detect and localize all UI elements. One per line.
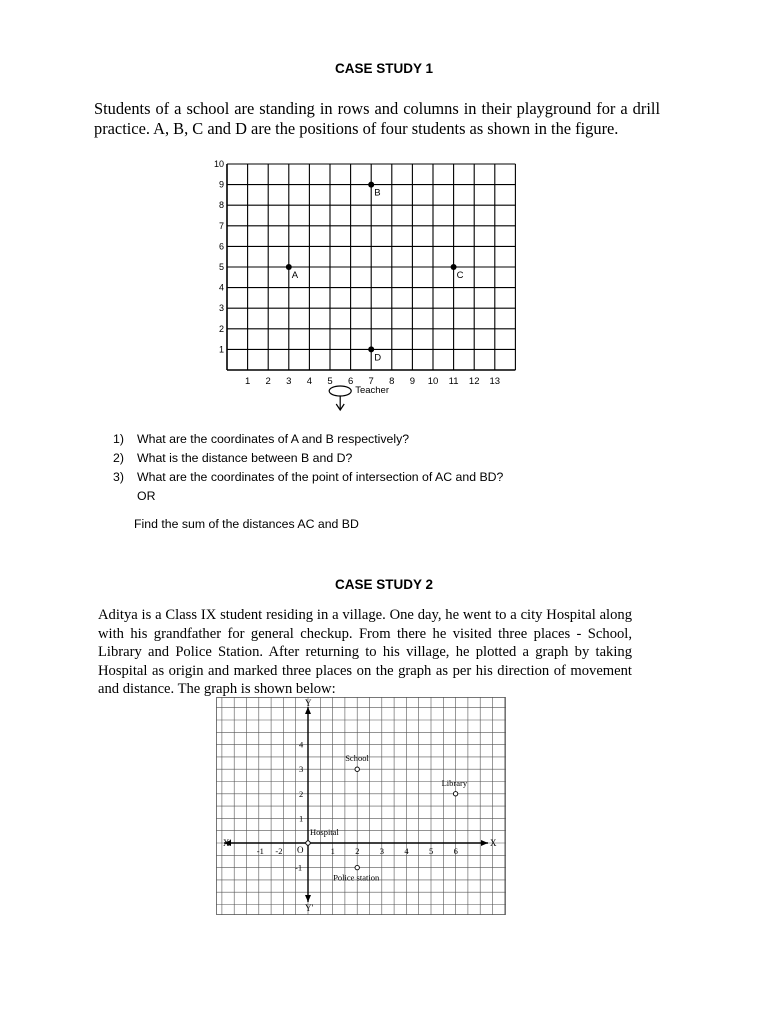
case-study-2-intro: Aditya is a Class IX student residing in a village. One day, he went to a city Hospital along with his grandfather for general checkup. From there he visited three places - School, Library and Police Station. After returning to his village, he plotted a graph by taking Hospital as origin and marked three places on the graph as per his direction of movement and distance. The graph is shown below: [98,607,632,698]
point-label-b: B [374,187,381,199]
y-tick-label: 5 [218,262,224,272]
origin-label: O [297,845,304,855]
student-positions-graph [205,155,525,420]
question-3: 3) What are the coordinates of the point of intersection of AC and BD? [113,470,504,484]
x-tick-label: 11 [448,376,459,387]
x-tick-label: 1 [330,846,335,856]
x-tick-label: 10 [427,376,439,387]
x-tick-label: 2 [265,376,271,387]
y-tick-label: 8 [218,200,224,211]
y-tick-label: 4 [218,282,224,293]
x-tick-label: 4 [306,376,313,387]
x-tick-label: 5 [429,846,434,856]
question-2: 2) What is the distance between B and D? [113,451,353,465]
x-tick-label: -2 [275,846,283,856]
place-point-school [355,767,359,771]
or-label: OR [137,489,156,503]
y-axis-arrow [305,707,311,714]
x-tick-label: 6 [347,376,354,387]
case-study-2-title: CASE STUDY 2 [334,577,434,592]
x-tick-label: 3 [379,846,385,856]
x-tick-label: 5 [327,376,333,387]
x-tick-label: 1 [244,376,251,387]
case-study-1-title: CASE STUDY 1 [334,61,434,76]
question-1: 1) What are the coordinates of A and B respectively? [113,432,410,446]
x-tick-label: 12 [468,376,480,387]
x-tick-label: 6 [453,846,458,856]
x-tick-label: 9 [409,376,416,387]
teacher-label: Teacher [355,385,390,396]
x-tick-label: 4 [404,846,409,856]
y-axis-label: Y [305,698,312,708]
point-label-a: A [291,270,299,281]
y-tick-label: 10 [213,159,224,169]
teacher-icon [329,386,351,396]
y-axis-neg-label: Y' [305,903,314,913]
x-axis-label: X [490,838,497,848]
place-point-library [453,792,457,796]
x-axis-neg-label: X' [223,838,232,848]
y-tick-label: 7 [218,220,224,231]
y-axis-neg-arrow [305,895,311,902]
y-tick-label: 1 [218,344,224,355]
place-label-police-station: Police station [333,872,380,883]
y-tick-label: 2 [218,323,224,334]
y-tick-label: 3 [299,764,304,775]
place-point-hospital [306,841,310,845]
x-tick-label: 2 [355,846,360,856]
place-point-police-station [355,865,359,869]
place-label-school: School [345,753,369,764]
y-tick-label: 6 [218,241,224,252]
x-tick-label: 13 [489,376,501,387]
x-tick-label: 8 [389,376,395,387]
case-study-1-questions [113,430,503,506]
y-tick-label: 4 [299,739,304,750]
places-graph [216,697,506,915]
x-tick-label: 7 [368,376,374,387]
y-tick-label: 1 [299,813,304,824]
alt-question: Find the sum of the distances AC and BD [134,517,359,531]
x-tick-label: 3 [286,376,292,387]
y-tick-label: 9 [218,179,224,190]
point-label-c: C [456,270,464,281]
y-tick-label: 2 [299,788,304,799]
y-tick-label: -1 [295,862,303,873]
place-label-hospital: Hospital [310,827,339,837]
x-axis-arrow [481,840,488,846]
case-study-1-intro: Students of a school are standing in rows and columns in their playground for a drill practice. A, B, C and D are the positions of four students as shown in the figure. [94,99,660,138]
x-tick-label: -1 [256,846,264,856]
place-label-library: Library [441,777,468,788]
y-tick-label: 3 [218,303,224,314]
point-label-d: D [374,352,382,364]
